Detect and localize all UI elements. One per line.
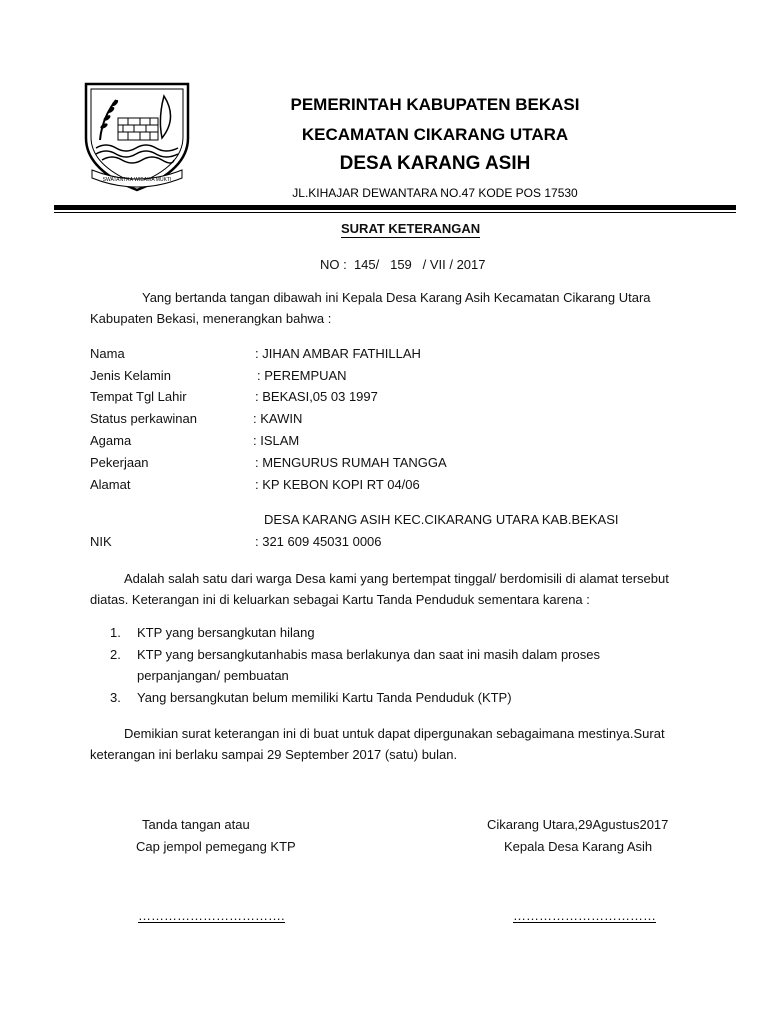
- field-label-marital: Status perkawinan: [90, 411, 197, 426]
- field-value-religion: : ISLAM: [253, 433, 300, 448]
- signature-left-line2: Cap jempol pemegang KTP: [136, 839, 296, 854]
- field-label-religion: Agama: [90, 433, 132, 448]
- intro-paragraph: Yang bertanda tangan dibawah ini Kepala Desa Karang Asih Kecamatan Cikarang Utara Kabupaten Bekasi, menerangkan bahwa :: [90, 290, 651, 326]
- field-value-gender: : PEREMPUAN: [257, 368, 347, 383]
- field-label-gender: Jenis Kelamin: [90, 368, 171, 383]
- reason-text-1: KTP yang bersangkutan hilang: [137, 625, 315, 640]
- field-value-address: : KP KEBON KOPI RT 04/06: [255, 477, 420, 492]
- letterhead-thin-rule: [54, 212, 736, 213]
- letter-title: SURAT KETERANGAN: [341, 221, 481, 236]
- signature-left-dotted-line: …………………………….: [138, 908, 285, 923]
- letterhead-thick-rule: [54, 205, 736, 210]
- field-label-birth: Tempat Tgl Lahir: [90, 389, 187, 404]
- field-value-nama: : JIHAN AMBAR FATHILLAH: [255, 346, 421, 361]
- body-paragraph: Adalah salah satu dari warga Desa kami yang bertempat tinggal/ berdomisili di alamat tersebut diatas. Keterangan ini di keluarkan sebagai Kartu Tanda Penduduk sementara karena :: [90, 571, 669, 607]
- field-label-nama: Nama: [90, 346, 125, 361]
- closing-paragraph: Demikian surat keterangan ini di buat untuk dapat dipergunakan sebagaimana mestinya.Surat keterangan ini berlaku sampai 29 September 2017 (satu) bulan.: [90, 726, 665, 762]
- regency-emblem-logo: [78, 78, 196, 196]
- field-value-marital: : KAWIN: [253, 411, 303, 426]
- field-label-occupation: Pekerjaan: [90, 455, 149, 470]
- signature-left-line1: Tanda tangan atau: [142, 817, 250, 832]
- signature-right-title: Kepala Desa Karang Asih: [504, 839, 653, 854]
- field-value-occupation: : MENGURUS RUMAH TANGGA: [255, 455, 447, 470]
- reason-text-3: Yang bersangkutan belum memiliki Kartu Tanda Penduduk (KTP): [137, 690, 512, 705]
- reason-number-2: 2.: [110, 647, 121, 662]
- reason-number-3: 3.: [110, 690, 121, 705]
- reason-text-2: KTP yang bersangkutanhabis masa berlakunya dan saat ini masih dalam proses perpanjangan/ pembuatan: [137, 647, 600, 683]
- field-value-nik: : 321 609 45031 0006: [255, 534, 382, 549]
- reason-number-1: 1.: [110, 625, 121, 640]
- signature-right-date: Cikarang Utara,29Agustus2017: [487, 817, 669, 832]
- header-district: KECAMATAN CIKARANG UTARA: [301, 125, 569, 144]
- field-value-address-cont: DESA KARANG ASIH KEC.CIKARANG UTARA KAB.BEKASI: [264, 512, 619, 527]
- field-value-birth: : BEKASI,05 03 1997: [255, 389, 378, 404]
- signature-right-dotted-line: ……………………………: [513, 908, 656, 923]
- logo-motto: SWATANTRA WIBAWA MUKTI: [102, 177, 172, 183]
- field-label-nik: NIK: [90, 534, 112, 549]
- letter-number: NO : 145/ 159 / VII / 2017: [320, 257, 486, 272]
- header-government: PEMERINTAH KABUPATEN BEKASI: [290, 95, 580, 114]
- header-village: DESA KARANG ASIH: [339, 153, 531, 174]
- header-address: JL.KIHAJAR DEWANTARA NO.47 KODE POS 17530: [292, 186, 578, 200]
- field-label-address: Alamat: [90, 477, 131, 492]
